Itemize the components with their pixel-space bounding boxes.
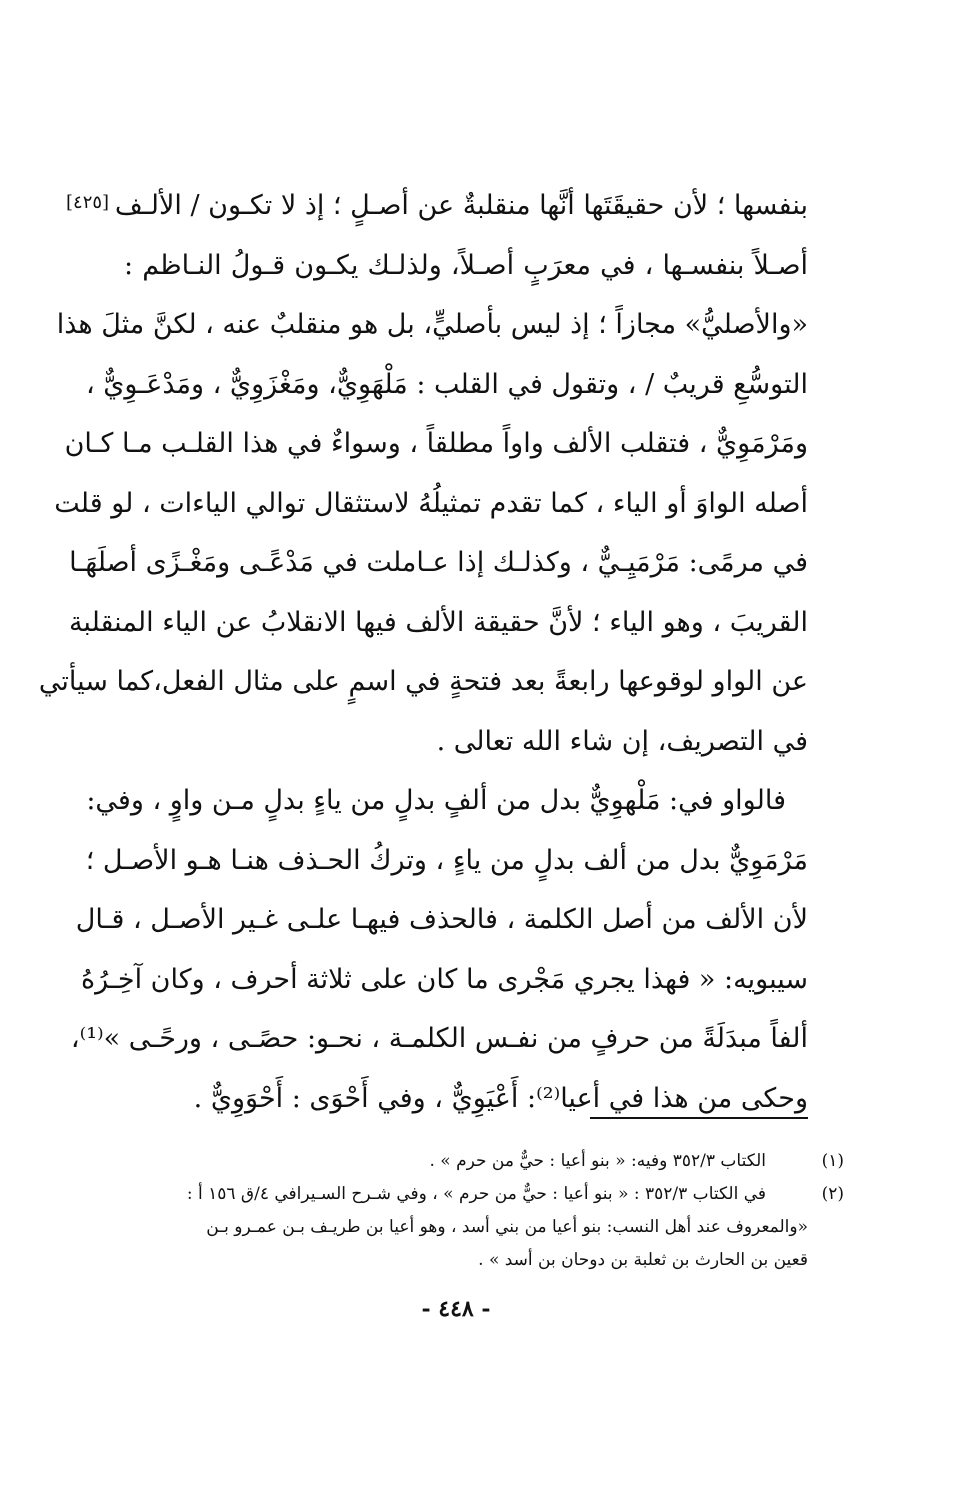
text-line: القريبَ ، وهو الياء ؛ لأنَّ حقيقة الألف فيها الانقلابُ عن الياء المنقلبة	[68, 606, 808, 638]
footnote-text: الكتاب ٣٥٢/٣ وفيه: « بنو أعيا : حيٌّ من حرم » .	[429, 1151, 766, 1171]
text-line: «والأصليُّ» مجازاً ؛ إذ ليس بأصليٍّ، بل هو منقلبٌ عنه ، لكنَّ مثلَ هذا	[56, 309, 808, 340]
text-line: بنفسها ؛ لأن حقيقَتَها أنَّها منقلبةٌ عن أصـلٍ ؛ إذ لا تكـون / الألـف	[114, 190, 808, 221]
footnote-text: «والمعروف عند أهل النسب: بنو أعيا من بني أسد ، وهو أعيا بن طريـف بـن عمـرو بـن	[206, 1217, 808, 1237]
footnote-separator	[590, 1117, 808, 1119]
text-line: فالواو في: مَلْهوِيٌّ بدل من ألفٍ بدلٍ من ياءٍ بدلٍ مـن واوٍ ، وفي:	[86, 785, 786, 816]
text-line: أصله الواوَ أو الياء ، كما تقدم تمثيلُهُ لاستثقال توالي الياءات ، لو قلت	[54, 487, 808, 519]
text-line: وحكى من هذا في أعيا⁽²⁾: أَعْيَوِيٌّ ، وفي أَحْوَى : أَحْوَوِيٌّ .	[193, 1082, 808, 1114]
text-line: في التصريف، إن شاء الله تعالى .	[436, 725, 808, 757]
text-line: سيبويه: « فهذا يجري مَجْرى ما كان على ثلاثة أحرف ، وكان آخِـرُهُ	[80, 963, 808, 995]
footnote-2-continued	[124, 1244, 808, 1277]
text-line: مَرْمَوِيٌّ بدل من ألف بدلٍ من ياءٍ ، وتركُ الحـذف هنـا هـو الأصـل ؛	[85, 844, 808, 876]
footnote-2-continued	[124, 1211, 808, 1244]
footnotes	[124, 1145, 844, 1277]
text-line: أصـلاً بنفسـها ، في معرَبٍ أصـلاً، ولذلـك يكـون قـولُ النـاظم :	[124, 249, 808, 281]
text-line: ألفاً مبدَلَةً من حرفٍ من نفـس الكلمـة ، نحـو: حصًـى ، ورحًـى »⁽¹⁾،	[70, 1023, 808, 1054]
text-line: عن الواو لوقوعها رابعةً بعد فتحةٍ في اسمٍ على مثال الفعل،كما سيأتي	[38, 666, 808, 697]
page-number: - ٤٤٨ -	[421, 1296, 491, 1322]
footnote-text: في الكتاب ٣٥٢/٣ : « بنو أعيا : حيٌّ من حرم » ، وفي شـرح السـيرافي ٤/ق ١٥٦ أ :	[186, 1184, 766, 1204]
footnote-2	[124, 1178, 844, 1211]
footnote-number: (٢)	[821, 1184, 844, 1204]
footnote-number: (١)	[821, 1151, 844, 1171]
text-line: ومَرْمَوِيٌّ ، فتقلب الألف واواً مطلقاً ، وسواءٌ في هذا القلـب مـا كـان	[64, 428, 808, 459]
text-line: التوسُّعِ قريبٌ / ، وتقول في القلب : مَلْهَوِيٌّ، ومَغْزَوِيٌّ ، ومَدْعَـوِيٌّ ،	[85, 368, 808, 400]
text-line: في مرمًى: مَرْمَيِـيٌّ ، وكذلـك إذا عـاملت في مَدْعًـى ومَغْـزًى أصلَهَـا	[69, 547, 808, 578]
text-line: لأن الألف من أصل الكلمة ، فالحذف فيهـا علـى غـير الأصـل ، قـال	[75, 904, 808, 935]
footnote-text: قعين بن الحارث بن ثعلبة بن دوحان بن أسد » .	[478, 1250, 808, 1270]
footnote-1	[124, 1145, 844, 1178]
page-reference-marker: [٤٢٥]	[66, 192, 110, 213]
